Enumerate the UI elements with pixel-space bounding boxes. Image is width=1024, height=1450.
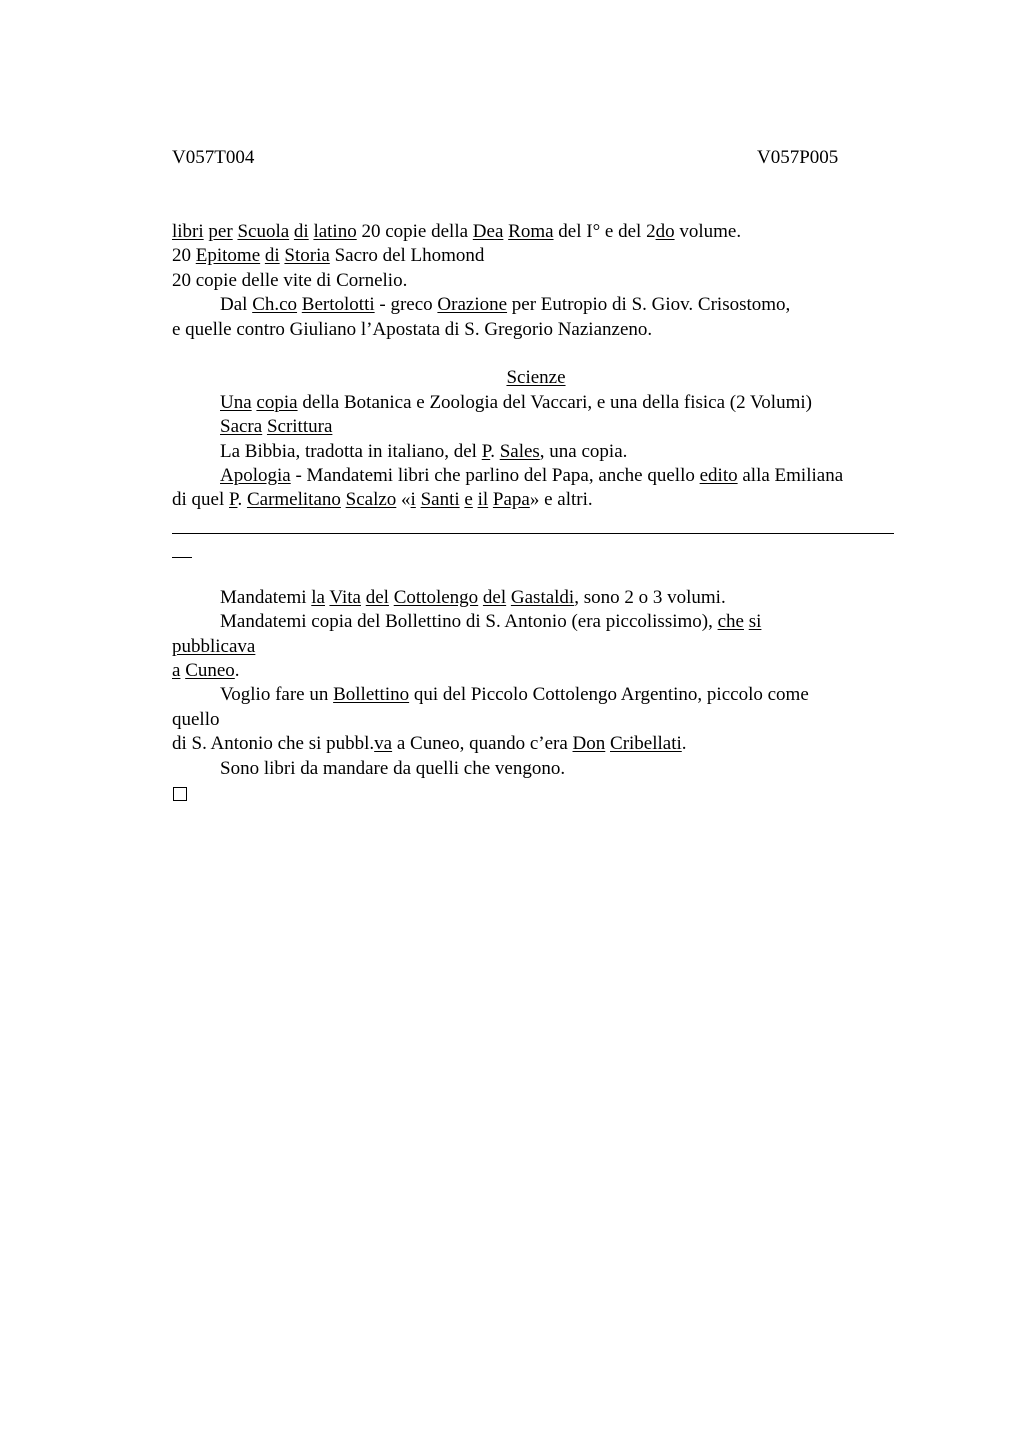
horizontal-rule-tail (172, 537, 900, 561)
text-span: . (490, 440, 500, 462)
underlined-word: copia (256, 391, 298, 413)
text-span: qui del Piccolo Cottolengo Argentino, piccolo come (409, 684, 809, 706)
text-span: - greco (374, 294, 438, 316)
header-left-code: V057T004 (172, 147, 255, 168)
underlined-word: va (374, 733, 393, 755)
underlined-word: Sacra (220, 416, 263, 438)
text-line (172, 440, 900, 464)
underlined-word: Carmelitano (246, 489, 341, 511)
underlined-word: latino (313, 221, 357, 242)
text-span: Sacro del Lhomond (329, 245, 485, 267)
horizontal-rule (172, 513, 900, 537)
blank-line (172, 561, 900, 585)
text-line (172, 586, 900, 610)
text-line: Sono libri da mandare da quelli che vengono. (220, 757, 566, 779)
underlined-word: do (655, 221, 675, 242)
text-line (172, 415, 900, 439)
text-line (172, 488, 900, 512)
section-heading (172, 366, 900, 390)
text-span: volume. (674, 221, 742, 242)
underlined-word: Epitome (195, 245, 261, 267)
text-line (172, 659, 900, 683)
text-line: quello (172, 708, 220, 730)
text-line (172, 732, 900, 756)
text-span: - Mandatemi libri che parlino del Papa, anche quello (290, 464, 700, 486)
text-span: alla Emiliana (737, 464, 844, 486)
underlined-word: Ch.co (252, 294, 298, 316)
underlined-word: per (208, 221, 233, 242)
underlined-word: Apologia (220, 464, 291, 486)
text-span: 20 (172, 245, 196, 267)
text-line (172, 391, 900, 415)
underlined-word: del (365, 586, 389, 608)
underlined-word: Sales (499, 440, 540, 462)
underlined-word: si (748, 611, 762, 633)
underlined-word: Una (220, 391, 252, 413)
underlined-word: Storia (284, 245, 330, 267)
text-span: per Eutropio di S. Giov. Crisostomo, (507, 294, 791, 316)
header-right-code: V057P005 (757, 147, 839, 168)
text-span: 20 copie della (356, 221, 473, 242)
text-span: Voglio fare un (220, 684, 334, 706)
text-line (172, 781, 900, 805)
underlined-word: P (229, 489, 238, 511)
underlined-word: del (482, 586, 507, 608)
text-span: di quel (172, 489, 229, 511)
text-line (172, 293, 900, 317)
text-span: Dal (220, 294, 253, 316)
text-span: della Botanica e Zoologia del Vaccari, e una della fisica (2 Volumi) (297, 391, 812, 413)
section-heading-text: Scienze (506, 367, 566, 389)
underlined-word: Scrittura (266, 416, 333, 438)
underlined-word: di (293, 221, 309, 242)
underlined-word: Cottolengo (393, 586, 479, 608)
underlined-word: e (464, 489, 473, 511)
underlined-word: a (172, 660, 181, 682)
underlined-word: Cuneo (185, 660, 235, 682)
text-line (172, 464, 900, 488)
text-span: del I° e del 2 (553, 221, 656, 242)
text-span: . (237, 489, 247, 511)
text-line (172, 220, 900, 244)
underlined-word: edito (699, 464, 738, 486)
underlined-word: Scalzo (345, 489, 397, 511)
underlined-word: la (311, 586, 325, 608)
text-span: a Cuneo, quando c’era (392, 733, 573, 755)
underlined-word: i (410, 489, 416, 511)
underlined-word: Scuola (237, 221, 290, 242)
text-line: 20 copie delle vite di Cornelio. (172, 269, 408, 291)
underlined-word: Orazione (437, 294, 508, 316)
text-line (172, 635, 900, 659)
text-span: . (234, 660, 240, 682)
text-span: » e altri. (529, 489, 593, 511)
underlined-word: Dea (472, 221, 504, 242)
underlined-word: Bollettino (333, 684, 410, 706)
text-span: , sono 2 o 3 volumi. (574, 586, 726, 608)
text-span: . (681, 733, 687, 755)
text-line (172, 610, 900, 634)
underlined-word: il (477, 489, 489, 511)
text-span: , una copia. (539, 440, 628, 462)
text-line: e quelle contro Giuliano l’Apostata di S. Gregorio Nazianzeno. (172, 318, 653, 340)
underlined-word: Bertolotti (301, 294, 375, 316)
underlined-word: pubblicava (172, 635, 256, 657)
text-span: Mandatemi copia del Bollettino di S. Antonio (era piccolissimo), (220, 611, 718, 633)
underlined-word: Papa (492, 489, 530, 511)
underlined-word: di (264, 245, 280, 267)
underlined-word: Gastaldi (510, 586, 575, 608)
text-span: « (396, 489, 411, 511)
text-line (172, 244, 900, 268)
empty-box-icon (173, 787, 187, 801)
underlined-word: libri (172, 221, 204, 242)
underlined-word: Santi (420, 489, 460, 511)
underlined-word: Roma (508, 221, 554, 242)
text-line (172, 683, 900, 707)
text-span: Mandatemi (220, 586, 312, 608)
blank-line (172, 342, 900, 366)
document-body (172, 220, 900, 805)
underlined-word: Don (572, 733, 606, 755)
underlined-word: P (481, 440, 491, 462)
underlined-word: Cribellati (610, 733, 682, 755)
text-span: La Bibbia, tradotta in italiano, del (220, 440, 482, 462)
text-span: di S. Antonio che si pubbl. (172, 733, 375, 755)
underlined-word: che (717, 611, 744, 633)
underlined-word: Vita (329, 586, 361, 608)
